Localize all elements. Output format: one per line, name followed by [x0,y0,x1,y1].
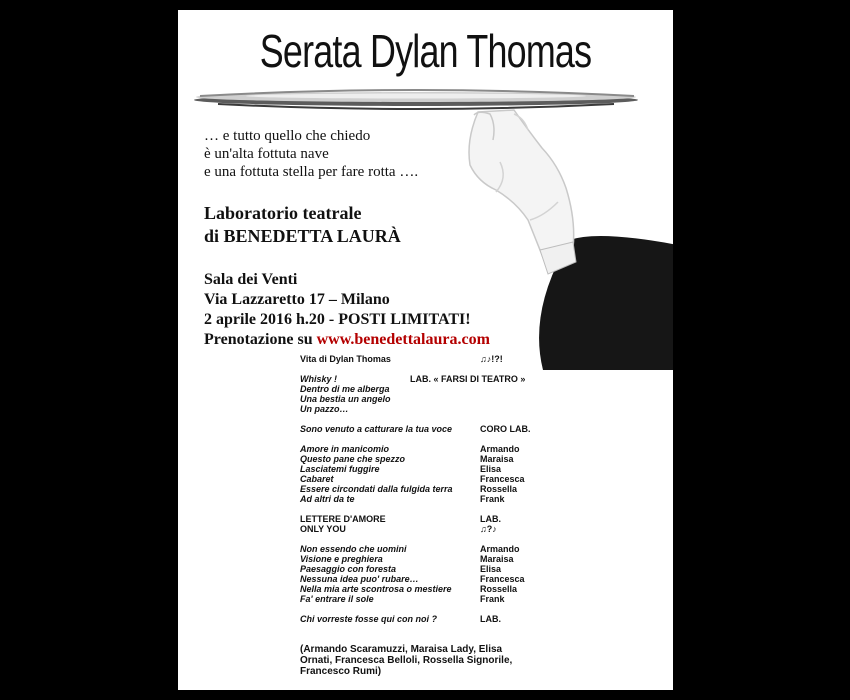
program-row: LETTERE D'AMORE LAB. [300,514,501,524]
program-row: Questo pane che spezzo Maraisa [300,454,514,464]
quote [204,127,418,181]
poster-title: Serata Dylan Thomas [259,25,592,77]
program-row: Nella mia arte scontrosa o mestiere Rossella [300,584,518,594]
venue-address: Via Lazzaretto 17 – Milano [204,291,390,308]
program [300,354,550,677]
program-row: Chi vorreste fosse qui con noi ? LAB. [300,614,501,624]
program-row: Sono venuto a catturare la tua voce CORO LAB. [300,424,531,434]
lab-heading [204,202,401,248]
venue-info [204,270,490,350]
program-title: Vita di Dylan Thomas [300,354,391,364]
quote-line: è un'alta fottuta nave [204,146,329,162]
program-row: Non essendo che uomini Armando [300,544,520,554]
cast-credits: (Armando Scaramuzzi, Maraisa Lady, Elisa Ornati, Francesca Belloli, Rossella Signorile, Francesco Rumi) [300,644,513,677]
program-row: Dentro di me alberga [300,384,390,394]
program-row: Amore in manicomio Armando [300,444,520,454]
program-header [300,354,550,364]
program-row: Una bestia un angelo [300,394,391,404]
quote-line: e una fottuta stella per fare rotta …. [204,164,419,180]
program-row: Nessuna idea puo' rubare… Francesca [300,574,525,584]
venue-name: Sala dei Venti [204,271,298,288]
program-row: Cabaret Francesca [300,474,525,484]
program-row: Visione e preghiera Maraisa [300,554,514,564]
lab-line: di BENEDETTA LAURÀ [204,226,401,246]
lab-line: Laboratorio teatrale [204,203,362,223]
program-header-right: ♫♪!?! [480,354,503,364]
program-row: Essere circondati dalla fulgida terra Rossella [300,484,518,494]
quote-line: … e tutto quello che chiedo [204,128,371,144]
poster [178,10,673,690]
program-row: Ad altri da te Frank [300,494,505,504]
program-row: Lasciatemi fuggire Elisa [300,464,502,474]
program-row: Paesaggio con foresta Elisa [300,564,502,574]
venue-date: 2 aprile 2016 h.20 - POSTI LIMITATI! [204,311,471,328]
booking-label: Prenotazione su [204,331,317,348]
booking-url-link[interactable]: www.benedettalaura.com [316,331,490,348]
program-row: Un pazzo… [300,404,349,414]
booking-line [204,330,490,350]
program-row: Fa' entrare il sole Frank [300,594,505,604]
program-row: ONLY YOU ♫?♪ [300,524,497,534]
program-row: Whisky ! LAB. « FARSI DI TEATRO » [300,374,526,384]
